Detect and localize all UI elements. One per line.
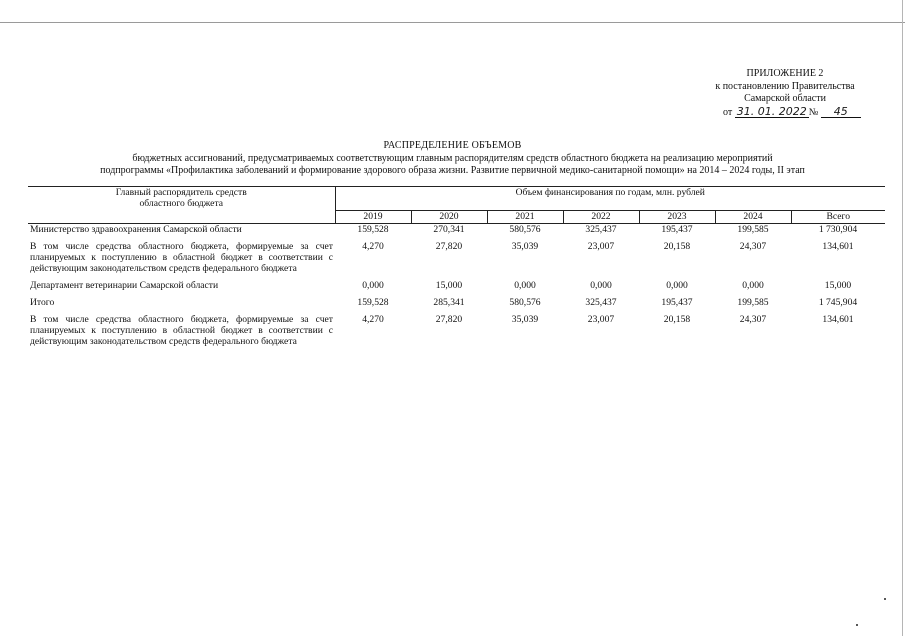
appendix-block bbox=[690, 68, 880, 119]
row-value: 24,307 bbox=[739, 241, 767, 252]
row-value: 0,000 bbox=[362, 280, 384, 291]
handwritten-number: 45 bbox=[821, 106, 861, 118]
row-value: 27,820 bbox=[435, 241, 463, 252]
row-total: 134,601 bbox=[822, 314, 854, 325]
page-top-border bbox=[0, 22, 905, 23]
row-value: 580,576 bbox=[509, 297, 541, 308]
appendix-date-line bbox=[690, 106, 880, 120]
row-name: В том числе средства областного бюджета, формируемые за счет планируемых к поступлению в областной бюджет в соответствии с действующим законодательством средств федерального бюджета bbox=[30, 241, 333, 274]
row-value: 159,528 bbox=[357, 224, 389, 235]
handwritten-date: 31. 01. 2022 bbox=[736, 104, 807, 118]
header-distributor-label: Главный распорядитель средств областного бюджета bbox=[115, 187, 247, 209]
row-value: 20,158 bbox=[663, 314, 691, 325]
year-header: 2021 bbox=[487, 210, 563, 223]
row-value: 195,437 bbox=[661, 224, 693, 235]
row-value: 195,437 bbox=[661, 297, 693, 308]
row-total: 1 730,904 bbox=[818, 224, 858, 235]
table-row bbox=[28, 314, 885, 347]
row-value: 0,000 bbox=[666, 280, 688, 291]
row-value: 4,270 bbox=[362, 314, 384, 325]
appendix-resolution: к постановлению Правительства bbox=[715, 80, 855, 92]
row-value: 15,000 bbox=[435, 280, 463, 291]
appendix-title: ПРИЛОЖЕНИЕ 2 bbox=[746, 68, 824, 79]
total-header: Всего bbox=[791, 210, 885, 223]
table-row bbox=[28, 241, 885, 274]
row-value: 20,158 bbox=[663, 241, 691, 252]
document-title: РАСПРЕДЕЛЕНИЕ ОБЪЕМОВ bbox=[383, 140, 522, 151]
table-row bbox=[28, 297, 885, 308]
scan-speck bbox=[856, 624, 858, 626]
row-total: 15,000 bbox=[824, 280, 852, 291]
appendix-region: Самарской области bbox=[744, 93, 826, 104]
row-name: Министерство здравоохранения Самарской области bbox=[30, 224, 242, 235]
year-header: 2022 bbox=[563, 210, 639, 223]
header-distributor bbox=[28, 187, 335, 224]
row-value: 325,437 bbox=[585, 224, 617, 235]
row-name: Итого bbox=[30, 297, 55, 308]
row-name: В том числе средства областного бюджета, формируемые за счет планируемых к поступлению в областной бюджет в соответствии с действующим законодательством средств федерального бюджета bbox=[30, 314, 333, 347]
page-right-border bbox=[902, 0, 903, 636]
row-value: 4,270 bbox=[362, 241, 384, 252]
year-header: 2024 bbox=[715, 210, 791, 223]
row-value: 0,000 bbox=[514, 280, 536, 291]
row-value: 199,585 bbox=[737, 224, 769, 235]
row-value: 27,820 bbox=[435, 314, 463, 325]
year-header: 2020 bbox=[411, 210, 487, 223]
row-value: 24,307 bbox=[739, 314, 767, 325]
row-value: 35,039 bbox=[511, 241, 539, 252]
table-header-row bbox=[28, 187, 885, 211]
row-value: 325,437 bbox=[585, 297, 617, 308]
header-financing: Объем финансирования по годам, млн. рублей bbox=[335, 187, 885, 211]
row-total: 134,601 bbox=[822, 241, 854, 252]
document-subtitle-line2: подпрограммы «Профилактика заболеваний и формирование здорового образа жизни. Развитие первичной медико-санитарной помощи» на 2014 – 2024 годы, II этап bbox=[100, 165, 805, 176]
row-value: 285,341 bbox=[433, 297, 465, 308]
table-row bbox=[28, 224, 885, 236]
row-name: Департамент ветеринарии Самарской области bbox=[30, 280, 219, 291]
budget-table bbox=[28, 186, 885, 347]
row-value: 23,007 bbox=[587, 314, 615, 325]
table-row bbox=[28, 280, 885, 291]
row-value: 580,576 bbox=[509, 224, 541, 235]
number-prefix: № bbox=[808, 106, 819, 118]
row-value: 159,528 bbox=[357, 297, 389, 308]
row-value: 35,039 bbox=[511, 314, 539, 325]
date-prefix: от bbox=[723, 106, 733, 118]
row-value: 0,000 bbox=[742, 280, 764, 291]
row-value: 0,000 bbox=[590, 280, 612, 291]
document-subtitle-line1: бюджетных ассигнований, предусматриваемых соответствующим главным распорядителям средств областного бюджета на реализацию мероприятий bbox=[132, 152, 773, 164]
row-total: 1 745,904 bbox=[818, 297, 858, 308]
document-heading bbox=[0, 140, 905, 178]
year-header: 2019 bbox=[335, 210, 411, 223]
row-value: 270,341 bbox=[433, 224, 465, 235]
year-header: 2023 bbox=[639, 210, 715, 223]
scan-speck bbox=[884, 598, 886, 600]
row-value: 199,585 bbox=[737, 297, 769, 308]
row-value: 23,007 bbox=[587, 241, 615, 252]
